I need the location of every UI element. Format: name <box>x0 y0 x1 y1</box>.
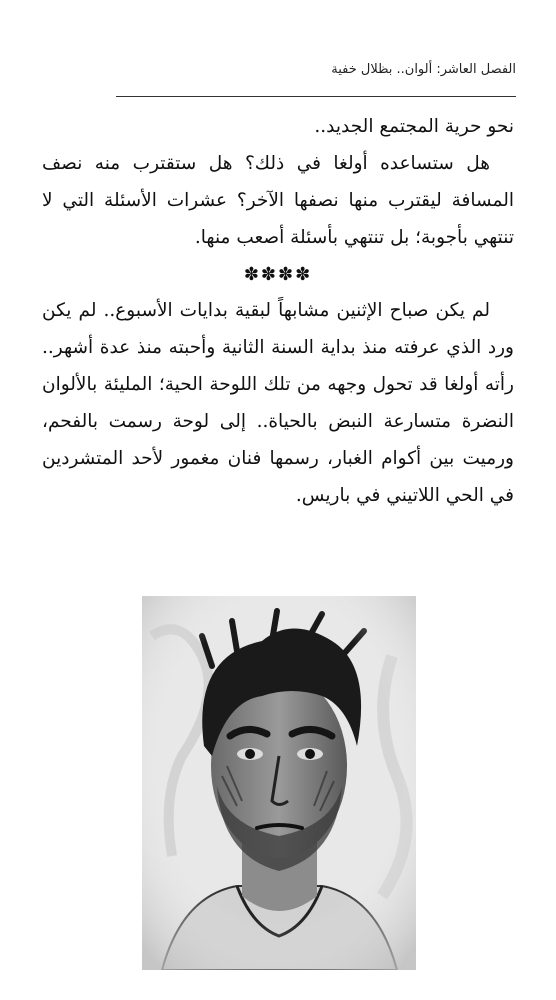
paragraph-intro-line: نحو حرية المجتمع الجديد.. <box>314 116 514 137</box>
header-rule <box>116 96 516 97</box>
page-body <box>42 108 514 514</box>
running-header: الفصل العاشر: ألوان.. بظلال خفية <box>331 62 516 77</box>
paragraph-2: لم يكن صباح الإثنين مشابهاً لبقية بدايات الأسبوع.. لم يكن ورد الذي عرفته منذ بداية السنة الثانية وأحبته منذ عدة أشهر.. رأته أولغا قد تحول وجهه من تلك اللوحة الحية؛ المليئة بالألوان النضرة متسارعة النبض بالحياة.. إلى لوحة رسمت بالفحم، ورميت بين أكوام الغبار، رسمها فنان مغمور لأحد المتشردين في الحي اللاتيني في باريس. <box>42 300 514 506</box>
charcoal-portrait-image <box>142 596 416 970</box>
portrait-drawing <box>142 596 416 970</box>
section-separator: ✽✽✽✽ <box>243 264 313 285</box>
paragraph-1: هل ستساعده أولغا في ذلك؟ هل ستقترب منه نصف المسافة ليقترب منها نصفها الآخر؟ عشرات الأسئلة التي لا تنتهي بأجوبة؛ بل تنتهي بأسئلة أصعب منها. <box>42 153 514 248</box>
